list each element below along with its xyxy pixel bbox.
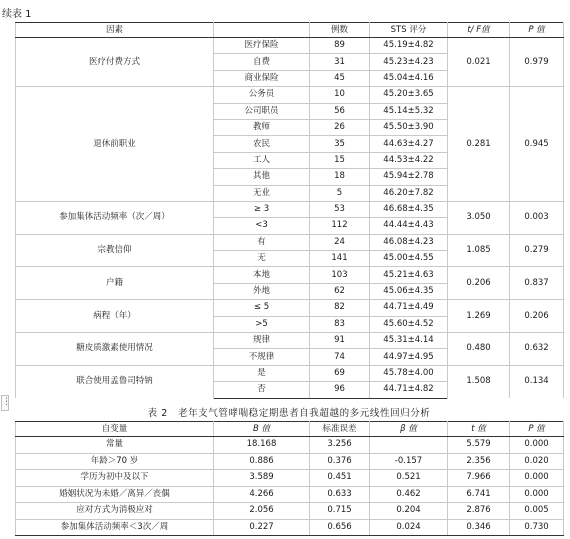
table2-beta-cell (370, 437, 448, 454)
table2-header-b: B 值 (214, 422, 310, 437)
table1-count-cell: 74 (310, 349, 370, 365)
table1-row (16, 201, 564, 217)
table1-sts-cell: 45.06±4.35 (370, 283, 448, 299)
table2-row (16, 437, 564, 454)
table1-count-cell: 141 (310, 251, 370, 267)
table2-b-cell: 3.589 (214, 470, 310, 487)
table1-count-cell: 103 (310, 267, 370, 283)
table2-beta-cell: 0.204 (370, 503, 448, 520)
table2-b-cell: 4.266 (214, 486, 310, 503)
table2-header-beta: β 值 (370, 422, 448, 437)
table1-factor-cell: 糖皮质激素使用情况 (16, 333, 214, 366)
table2-caption: 表 2 老年支气管哮喘稳定期患者自我超越的多元线性回归分析 (147, 408, 431, 419)
table1-sts-cell: 46.68±4.35 (370, 201, 448, 217)
table2-beta-cell: 0.462 (370, 486, 448, 503)
table1-row (16, 267, 564, 283)
table2-t-cell: 5.579 (448, 437, 510, 454)
table2-se-cell: 0.656 (310, 519, 370, 536)
table2-se-cell: 0.715 (310, 503, 370, 520)
table1-subgroup-cell: 本地 (214, 267, 310, 283)
table1-subgroup-cell: <3 (214, 218, 310, 234)
table2-p-cell: 0.730 (510, 519, 564, 536)
table1-tf-cell: 0.021 (448, 38, 510, 87)
table2-se-cell: 0.633 (310, 486, 370, 503)
table2-t-cell: 6.741 (448, 486, 510, 503)
table2-variable-cell: 年龄＞70 岁 (16, 453, 214, 470)
table1-count-cell: 112 (310, 218, 370, 234)
table2-row (16, 470, 564, 487)
table1-sts-cell: 45.21±4.63 (370, 267, 448, 283)
table2-header-variable: 自变量 (16, 422, 214, 437)
table2-p-cell: 0.000 (510, 437, 564, 454)
table2-b-cell: 2.056 (214, 503, 310, 520)
table1-sts-cell: 45.14±5.32 (370, 103, 448, 119)
table1-sts-cell: 46.08±4.23 (370, 234, 448, 250)
table1-count-cell: 15 (310, 152, 370, 168)
table1-tf-cell: 1.508 (448, 365, 510, 398)
table1-subgroup-cell: 自费 (214, 54, 310, 70)
table2-row (16, 486, 564, 503)
table1-sts-cell: 45.20±3.65 (370, 87, 448, 103)
table1-header-sts: STS 评分 (370, 23, 448, 38)
table1-subgroup-cell: 否 (214, 382, 310, 398)
table1-count-cell: 89 (310, 38, 370, 54)
table1-tf-cell: 3.050 (448, 201, 510, 234)
table1-subgroup-cell: 公司职员 (214, 103, 310, 119)
table1-factor-cell: 医疗付费方式 (16, 38, 214, 87)
table1-sts-cell: 44.53±4.22 (370, 152, 448, 168)
table1-sts-cell: 44.63±4.27 (370, 136, 448, 152)
table1-row (16, 365, 564, 381)
table1-sts-cell: 45.60±4.52 (370, 316, 448, 332)
table2-b-cell: 18.168 (214, 437, 310, 454)
table1-count-cell: 53 (310, 201, 370, 217)
table1-count-cell: 31 (310, 54, 370, 70)
table1-p-cell: 0.837 (510, 267, 564, 300)
table2-p-cell: 0.020 (510, 453, 564, 470)
page-title: 续表 1 (2, 9, 32, 20)
table2-header-t: t 值 (448, 422, 510, 437)
table2-header-p: P 值 (510, 422, 564, 437)
table2-t-cell: 0.346 (448, 519, 510, 536)
table1-tf-cell: 0.281 (448, 87, 510, 202)
table1-count-cell: 62 (310, 283, 370, 299)
table1-count-cell: 96 (310, 382, 370, 398)
table2-beta-cell: 0.024 (370, 519, 448, 536)
table1-subgroup-cell: 农民 (214, 136, 310, 152)
table1-factor-cell: 联合使用孟鲁司特钠 (16, 365, 214, 398)
table1-factor-cell: 参加集体活动频率（次／周） (16, 201, 214, 234)
regression-table-2 (15, 421, 564, 536)
table1-row (16, 38, 564, 54)
table2-b-cell: 0.886 (214, 453, 310, 470)
table2-p-cell: 0.000 (510, 486, 564, 503)
table2-header-se: 标准误差 (310, 422, 370, 437)
table1-factor-cell: 户籍 (16, 267, 214, 300)
table1-sts-cell: 45.23±4.23 (370, 54, 448, 70)
table1-subgroup-cell: >5 (214, 316, 310, 332)
table1-row (16, 87, 564, 103)
table1-count-cell: 18 (310, 169, 370, 185)
table1-factor-cell: 病程（年） (16, 300, 214, 333)
table1-subgroup-cell: 不规律 (214, 349, 310, 365)
table1-subgroup-cell: 商业保险 (214, 70, 310, 86)
table1-count-cell: 10 (310, 87, 370, 103)
table1-subgroup-cell: ≥ 3 (214, 201, 310, 217)
table1-tf-cell: 0.480 (448, 333, 510, 366)
table1-tf-cell: 0.206 (448, 267, 510, 300)
table2-variable-cell: 参加集体活动频率＜3次／周 (16, 519, 214, 536)
table2-row (16, 503, 564, 520)
table1-sts-cell: 45.04±4.16 (370, 70, 448, 86)
table2-beta-cell: -0.157 (370, 453, 448, 470)
table1-subgroup-cell: 公务员 (214, 87, 310, 103)
table1-factor-cell: 宗教信仰 (16, 234, 214, 267)
table1-tf-cell: 1.085 (448, 234, 510, 267)
drag-handle-icon[interactable]: ⋮ (1, 395, 9, 411)
table2-se-cell: 0.376 (310, 453, 370, 470)
table1-subgroup-cell: 医疗保险 (214, 38, 310, 54)
table1-header-factor: 因素 (16, 23, 214, 38)
table2-body (16, 437, 564, 536)
table1-header-subgroup (214, 23, 310, 38)
table1-count-cell: 91 (310, 333, 370, 349)
table1-subgroup-cell: 教师 (214, 119, 310, 135)
table1-sts-cell: 44.71±4.82 (370, 382, 448, 398)
table1-subgroup-cell: 有 (214, 234, 310, 250)
table1-p-cell: 0.945 (510, 87, 564, 202)
table1-factor-cell: 退休前职业 (16, 87, 214, 202)
table1-count-cell: 56 (310, 103, 370, 119)
table1-header-t-f: t/ F值 (448, 23, 510, 38)
table1-p-cell: 0.632 (510, 333, 564, 366)
table1-count-cell: 82 (310, 300, 370, 316)
table1-p-cell: 0.979 (510, 38, 564, 87)
table1-subgroup-cell: 工人 (214, 152, 310, 168)
table1-sts-cell: 45.31±4.14 (370, 333, 448, 349)
table1-body (16, 38, 564, 399)
table1-p-cell: 0.134 (510, 365, 564, 398)
table1-subgroup-cell: ≤ 5 (214, 300, 310, 316)
table1-p-cell: 0.003 (510, 201, 564, 234)
table2-variable-cell: 常量 (16, 437, 214, 454)
table2-t-cell: 7.966 (448, 470, 510, 487)
table1-header-p: P 值 (510, 23, 564, 38)
continued-table-1 (15, 22, 564, 399)
table1-count-cell: 45 (310, 70, 370, 86)
table1-sts-cell: 45.78±4.00 (370, 365, 448, 381)
table1-count-cell: 24 (310, 234, 370, 250)
table1-sts-cell: 45.19±4.82 (370, 38, 448, 54)
table1-sts-cell: 45.94±2.78 (370, 169, 448, 185)
table1-row (16, 234, 564, 250)
table1-row (16, 333, 564, 349)
table2-t-cell: 2.356 (448, 453, 510, 470)
table1-tf-cell: 1.269 (448, 300, 510, 333)
table2-beta-cell: 0.521 (370, 470, 448, 487)
table1-count-cell: 35 (310, 136, 370, 152)
table2-variable-cell: 学历为初中及以下 (16, 470, 214, 487)
table1-sts-cell: 45.00±4.55 (370, 251, 448, 267)
table1-subgroup-cell: 规律 (214, 333, 310, 349)
table1-sts-cell: 44.44±4.43 (370, 218, 448, 234)
table1-sts-cell: 46.20±7.82 (370, 185, 448, 201)
table1-p-cell: 0.206 (510, 300, 564, 333)
table2-se-cell: 3.256 (310, 437, 370, 454)
table1-sts-cell: 44.71±4.49 (370, 300, 448, 316)
table1-count-cell: 26 (310, 119, 370, 135)
table1-header-count: 例数 (310, 23, 370, 38)
table2-p-cell: 0.005 (510, 503, 564, 520)
table2-variable-cell: 婚姻状况为未婚／离异／丧偶 (16, 486, 214, 503)
table2-p-cell: 0.000 (510, 470, 564, 487)
table1-sts-cell: 44.97±4.95 (370, 349, 448, 365)
table2-b-cell: 0.227 (214, 519, 310, 536)
table1-count-cell: 5 (310, 185, 370, 201)
table1-sts-cell: 45.50±3.90 (370, 119, 448, 135)
table1-count-cell: 83 (310, 316, 370, 332)
table1-subgroup-cell: 无 (214, 251, 310, 267)
table1-header-row (16, 23, 564, 38)
table1-p-cell: 0.279 (510, 234, 564, 267)
table1-subgroup-cell: 是 (214, 365, 310, 381)
table2-row (16, 453, 564, 470)
table2-header-row (16, 422, 564, 437)
table2-variable-cell: 应对方式为消极应对 (16, 503, 214, 520)
table2-t-cell: 2.876 (448, 503, 510, 520)
table1-subgroup-cell: 外地 (214, 283, 310, 299)
table1-count-cell: 69 (310, 365, 370, 381)
table1-subgroup-cell: 无业 (214, 185, 310, 201)
table1-subgroup-cell: 其他 (214, 169, 310, 185)
table1-row (16, 300, 564, 316)
table2-se-cell: 0.451 (310, 470, 370, 487)
table2-row (16, 519, 564, 536)
